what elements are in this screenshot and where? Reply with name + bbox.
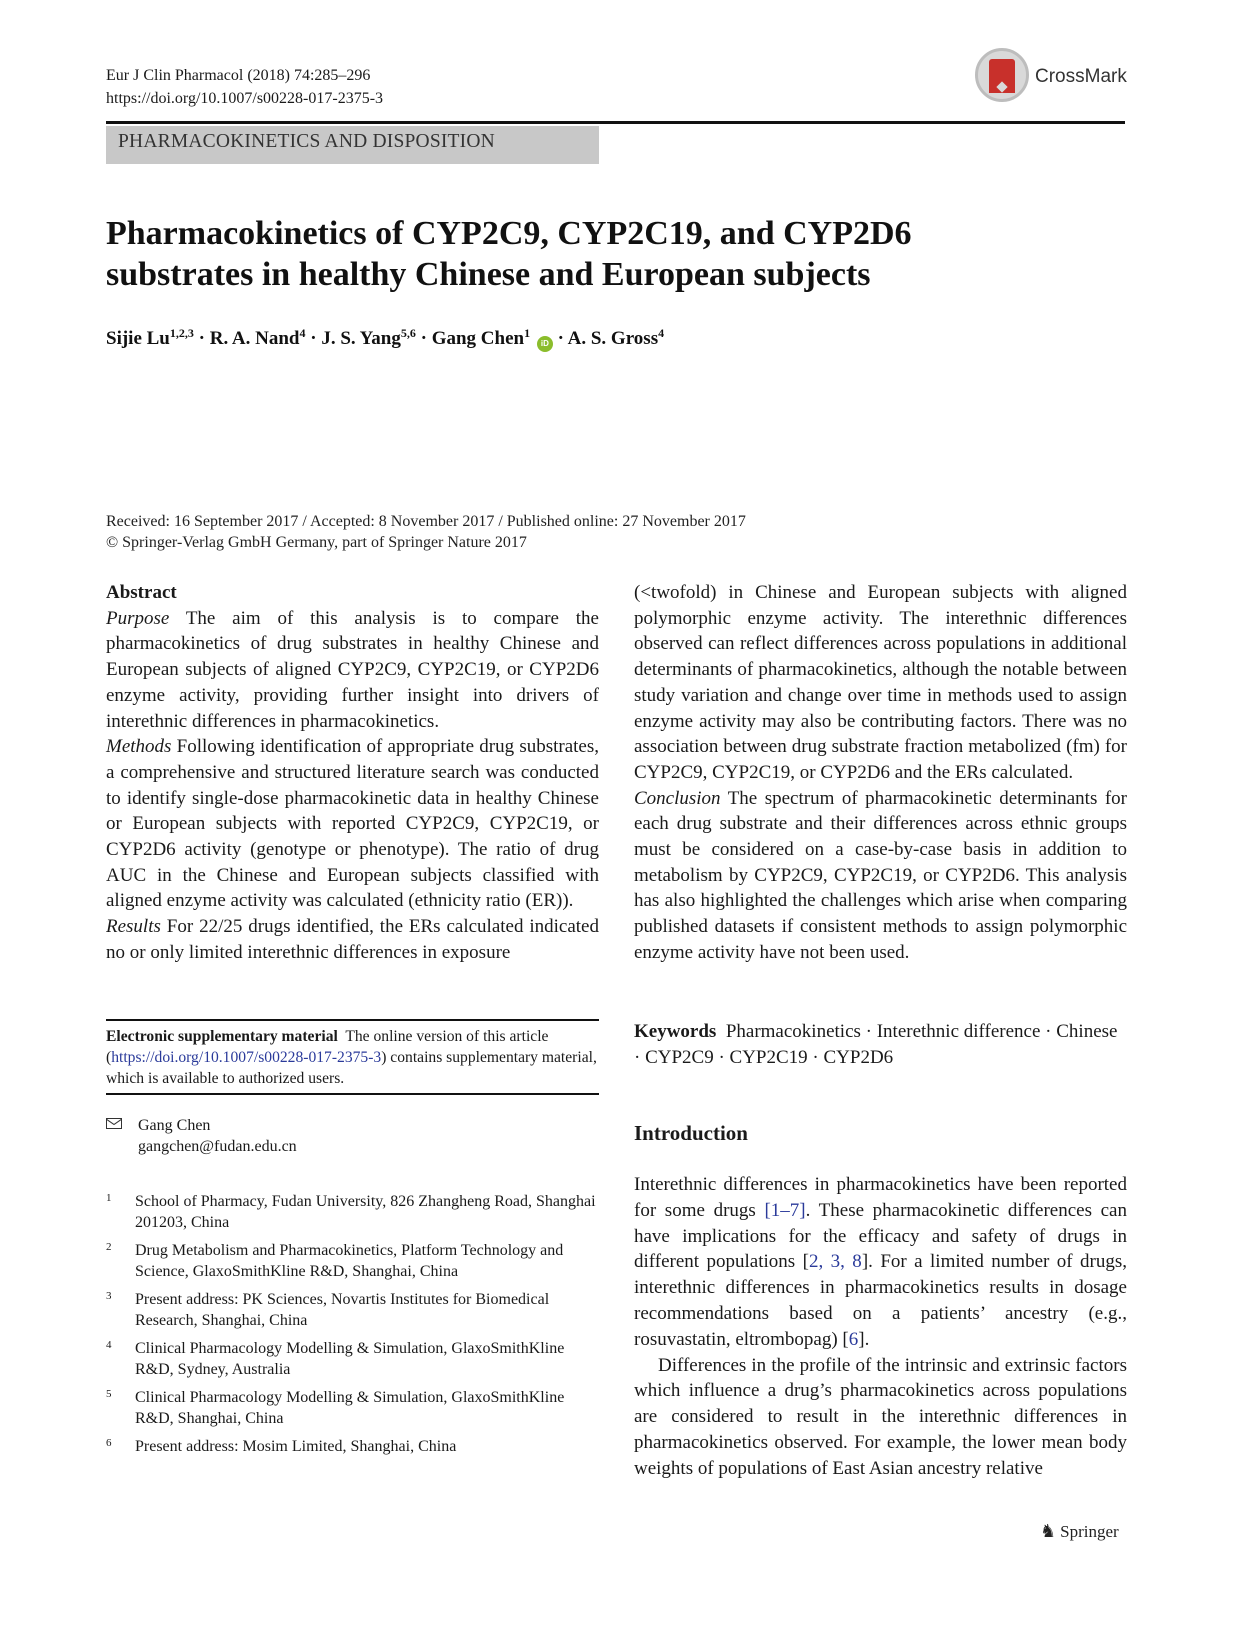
author-affil: 1 (524, 326, 531, 340)
author-name[interactable]: A. S. Gross (567, 328, 659, 349)
citation-link[interactable]: 2, 3, 8 (808, 1251, 862, 1273)
correspondent-name: Gang Chen (138, 1117, 211, 1134)
article-title (106, 213, 1126, 295)
introduction-body (634, 1172, 1127, 1482)
orcid-icon[interactable]: iD (537, 336, 553, 352)
correspondence (106, 1115, 297, 1157)
abstract-results-cont: (<twofold) in Chinese and European subjects with aligned polymorphic enzyme activity. The interethnic differences observed can reflect differences across populations in additional determinants of pharmacokinetics, although the notable between study variation and change over time in methods used to assign enzyme activity may also be contributing factors. There was no association between drug substrate fraction metabolized (fm) for CYP2C9, CYP2C19, or CYP2D6 and the ERs calculated. (634, 582, 1127, 783)
citation-link[interactable]: 6 (848, 1328, 859, 1350)
supplementary-note: Electronic supplementary material The online version of this article (https://doi.org/10.1007/s00228-017-2375-3) contains supplementary material, which is available to authorized users. (106, 1028, 597, 1087)
affiliation: 4 Clinical Pharmacology Modelling & Simulation, GlaxoSmithKline R&D, Sydney, Australia (106, 1339, 565, 1378)
header-rule (106, 121, 1125, 124)
journal-citation: Eur J Clin Pharmacol (2018) 74:285–296 (106, 67, 371, 84)
intro-paragraph-2: Differences in the profile of the intrinsic and extrinsic factors which influence a drug’s pharmacokinetics across populations are considered to result in the interethnic differences in pharmacokinetics observed. For example, the lower mean body weights of populations of East Asian ancestry relative (634, 1354, 1127, 1479)
keywords (634, 1019, 1127, 1071)
keywords-label: Keywords (634, 1021, 717, 1042)
title-line-2: substrates in healthy Chinese and European subjects (106, 256, 871, 293)
title-line-1: Pharmacokinetics of CYP2C9, CYP2C19, and CYP2D6 (106, 215, 912, 252)
abstract-right-column (634, 580, 1127, 966)
citation-link[interactable]: [1–7] (764, 1199, 806, 1221)
author-affil: 4 (658, 326, 665, 340)
journal-doi[interactable]: https://doi.org/10.1007/s00228-017-2375-3 (106, 90, 384, 107)
affiliation: 3 Present address: PK Sciences, Novartis Institutes for Biomedical Research, Shanghai, China (106, 1290, 550, 1329)
author-affil: 1,2,3 (169, 326, 194, 340)
section-label: PHARMACOKINETICS AND DISPOSITION (106, 126, 599, 164)
abstract-results: Results For 22/25 drugs identified, the ERs calculated indicated no or only limited interethnic differences in exposure (106, 916, 599, 963)
author-name[interactable]: R. A. Nand (209, 328, 300, 349)
author-list: Sijie Lu$^{1,2,3}$ · R. A. Nand$^4$ · J. S. Yang$^{5,6}$ · Gang Chen$^1$ iD · A. S. Gross$^4$ (106, 326, 664, 352)
introduction-heading: Introduction (634, 1121, 748, 1145)
crossmark-label: CrossMark (1035, 66, 1127, 87)
abstract-methods: Methods Following identification of appropriate drug substrates, a comprehensive and structured literature search was conducted to identify single-dose pharmacokinetic data in healthy Chinese or European subjects with reported CYP2C9, CYP2C19, or CYP2D6 activity (genotype or phenotype). The ratio of drug AUC in the Chinese and European subjects classified with aligned enzyme activity was calculated (ethnicity ratio (ER)). (106, 736, 599, 912)
crossmark-badge[interactable] (975, 48, 1125, 108)
publisher-name: Springer (1060, 1522, 1119, 1541)
esm-link[interactable]: https://doi.org/10.1007/s00228-017-2375-3 (111, 1049, 382, 1066)
abstract-heading: Abstract (106, 582, 177, 603)
affiliation: 2 Drug Metabolism and Pharmacokinetics, Platform Technology and Science, GlaxoSmithKline R&D, Shanghai, China (106, 1241, 564, 1280)
springer-horse-icon: ♞ (1040, 1521, 1057, 1541)
abstract-left-column (106, 580, 599, 967)
abstract-purpose: Purpose The aim of this analysis is to compare the pharmacokinetics of drug substrates in healthy Chinese and European subjects of aligned CYP2C9, CYP2C19, or CYP2D6 enzyme activity, providing further insight into drivers of interethnic differences in pharmacokinetics. (106, 607, 599, 732)
crossmark-icon (975, 48, 1029, 102)
author-affil: 5,6 (400, 326, 416, 340)
esm-rule-bottom (106, 1093, 599, 1095)
author-name[interactable]: Gang Chen (431, 328, 525, 349)
correspondent-email[interactable]: gangchen@fudan.edu.cn (138, 1138, 297, 1155)
article-dates (106, 511, 746, 553)
journal-header (106, 64, 383, 110)
affiliation: 1 School of Pharmacy, Fudan University, 826 Zhangheng Road, Shanghai 201203, China (106, 1192, 596, 1231)
affiliation: 6 Present address: Mosim Limited, Shanghai, China (106, 1437, 457, 1455)
copyright-line: © Springer-Verlag GmbH Germany, part of Springer Nature 2017 (106, 534, 527, 551)
dates-line: Received: 16 September 2017 / Accepted: 8 November 2017 / Published online: 27 November 2017 (106, 513, 746, 530)
abstract-conclusion: Conclusion The spectrum of pharmacokinetic determinants for each drug substrate and their differences across ethnic groups must be considered on a case-by-case basis in addition to metabolism by CYP2C9, CYP2C19, or CYP2D6. This analysis has also highlighted the challenges which arise when comparing published datasets if consistent methods to assign polymorphic enzyme activity have not been used. (634, 787, 1127, 963)
keywords-list: Pharmacokinetics · Interethnic difference · Chinese · CYP2C9 · CYP2C19 · CYP2D6 (634, 1021, 1118, 1068)
author-name[interactable]: Sijie Lu (106, 328, 170, 349)
author-affil: 4 (299, 326, 306, 340)
publisher-logo (1040, 1521, 1119, 1542)
intro-paragraph-1: Interethnic differences in pharmacokinetics have been reported for some drugs [1–7]. These pharmacokinetic differences can have implications for the efficacy and safety of drugs in different populations [2, 3, 8]. For a limited number of drugs, interethnic differences in pharmacokinetics results in dosage recommendations based on a patients’ ancestry (e.g., rosuvastatin, eltrombopag) [6]. (634, 1174, 1127, 1350)
affiliation: 5 Clinical Pharmacology Modelling & Simulation, GlaxoSmithKline R&D, Shanghai, China (106, 1388, 565, 1427)
envelope-icon (106, 1118, 122, 1129)
author-name[interactable]: J. S. Yang (321, 328, 401, 349)
esm-rule-top (106, 1019, 599, 1021)
